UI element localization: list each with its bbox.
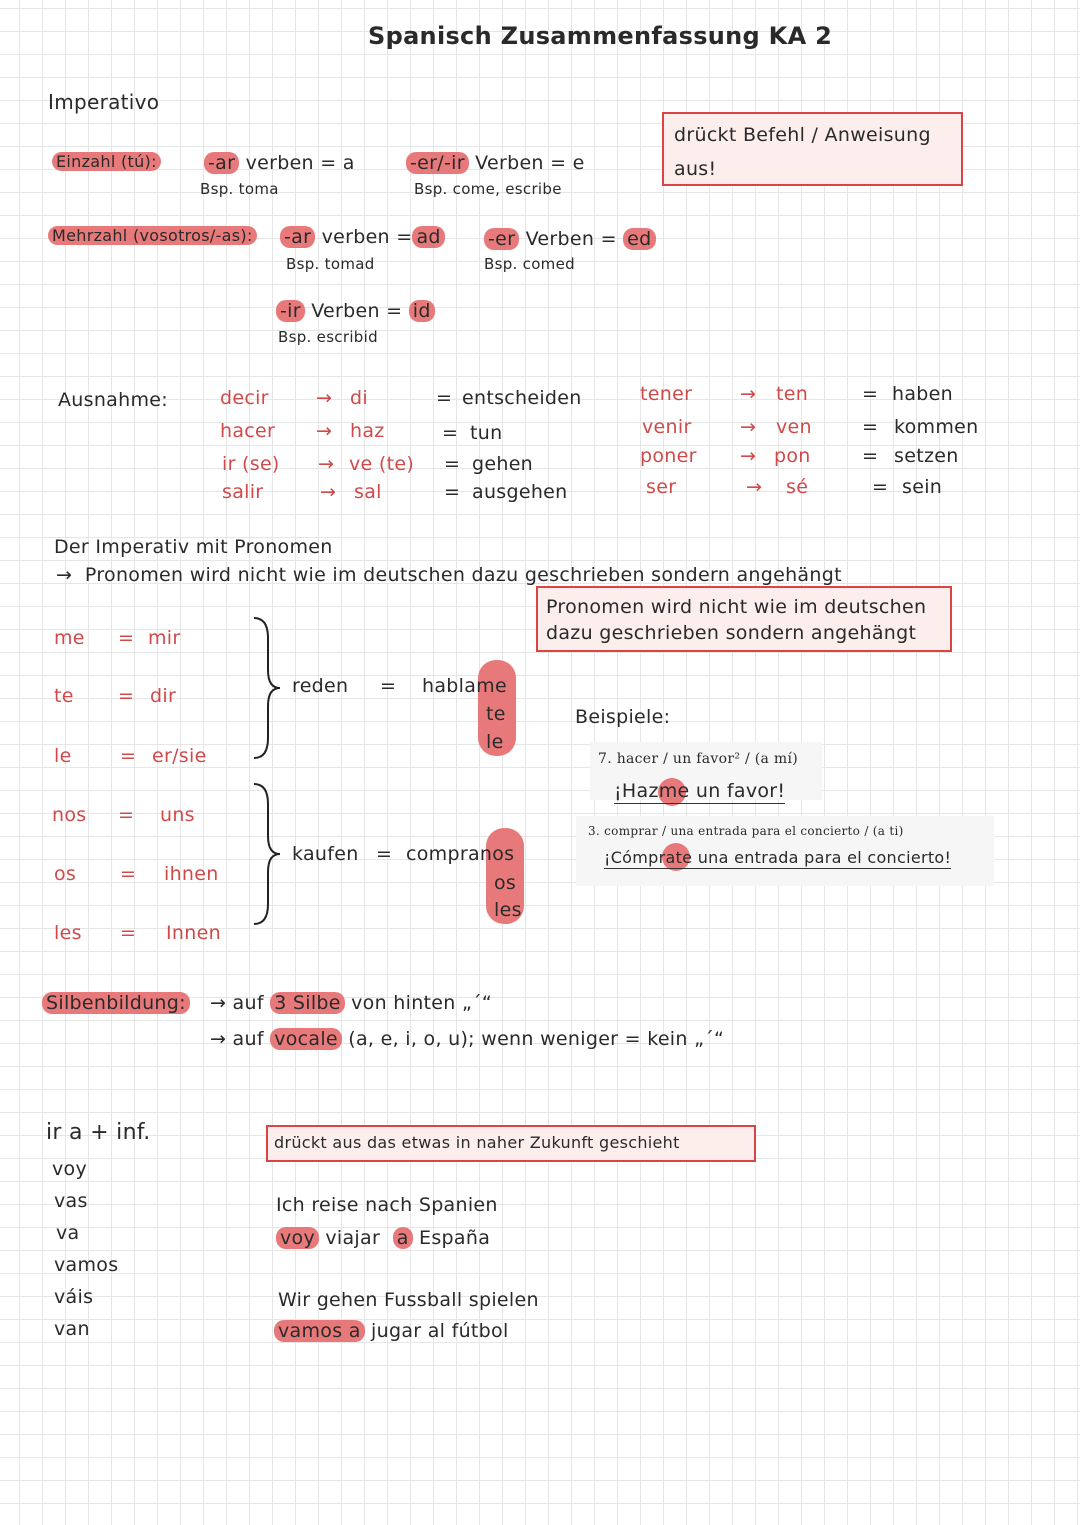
ir-a-ex1-es bbox=[276, 1229, 490, 1248]
ir-a-ex1-hl-voy: voy bbox=[276, 1227, 319, 1249]
ausnahme-right-arrow-0: → bbox=[740, 383, 757, 405]
brace-icon-upper bbox=[248, 614, 288, 764]
ausnahme-left-eq-0: = bbox=[436, 387, 453, 409]
ausnahme-left-imp-0: di bbox=[350, 387, 368, 409]
mehrzahl-ar-text: verben bbox=[321, 226, 390, 248]
compra-form-os: os bbox=[494, 872, 517, 894]
compra-form-les: les bbox=[494, 899, 522, 921]
ausnahme-right-arrow-1: → bbox=[740, 416, 757, 438]
arrow-icon: → bbox=[56, 564, 85, 586]
ir-a-form-0: voy bbox=[52, 1158, 88, 1180]
kaufen-verb: kaufen bbox=[292, 843, 359, 865]
mehrzahl-ir-eq: = bbox=[386, 300, 403, 322]
mehrzahl-er-ending: ed bbox=[623, 228, 655, 250]
ausnahme-right-inf-1: venir bbox=[642, 416, 692, 438]
beispiel-2-answer: ¡Cómprate una entrada para el concierto! bbox=[604, 848, 952, 867]
ausnahme-left-eq-3: = bbox=[444, 481, 461, 503]
brace-icon-lower bbox=[248, 780, 288, 930]
ausnahme-right-de-2: setzen bbox=[894, 445, 959, 467]
ir-a-ex1-de: Ich reise nach Spanien bbox=[276, 1194, 498, 1216]
ausnahme-right-inf-2: poner bbox=[640, 445, 697, 467]
ausnahme-right-eq-2: = bbox=[862, 445, 879, 467]
pronoun-eq-1: = bbox=[118, 685, 135, 707]
pronoun-de-0: mir bbox=[148, 627, 181, 649]
pronomen-arrow-line bbox=[56, 566, 842, 585]
ar-tag: -ar bbox=[204, 152, 239, 174]
ausnahme-left-inf-3: salir bbox=[222, 481, 264, 503]
pronoun-eq-5: = bbox=[120, 922, 137, 944]
mehrzahl-er-tag: -er bbox=[484, 228, 519, 250]
ausnahme-right-arrow-2: → bbox=[740, 445, 757, 467]
silben-line-1-pre: → auf bbox=[210, 992, 264, 1014]
compra-form-nos: nos bbox=[479, 843, 515, 865]
ausnahme-right-imp-1: ven bbox=[776, 416, 812, 438]
erir-eq: = e bbox=[550, 152, 585, 174]
mehrzahl-label-text: Mehrzahl (vosotros/-as): bbox=[48, 226, 257, 245]
ausnahme-right-de-0: haben bbox=[892, 383, 953, 405]
ausnahme-right-de-1: kommen bbox=[894, 416, 979, 438]
reden-eq: = bbox=[380, 675, 397, 697]
habla-form-te: te bbox=[486, 703, 506, 725]
mehrzahl-ar-eq: = bbox=[396, 226, 413, 248]
ausnahme-right-de-3: sein bbox=[902, 476, 943, 498]
pronoun-eq-2: = bbox=[120, 745, 137, 767]
pronoun-eq-4: = bbox=[120, 863, 137, 885]
hablame-stem bbox=[422, 677, 507, 696]
einzahl-ar bbox=[204, 154, 355, 173]
habla-stem: habla bbox=[422, 675, 477, 697]
mehrzahl-label bbox=[48, 228, 257, 244]
ausnahme-left-de-3: ausgehen bbox=[472, 481, 568, 503]
ir-a-ex1-mid: viajar bbox=[325, 1227, 381, 1249]
pronoun-es-2: le bbox=[54, 745, 72, 767]
ausnahme-right-arrow-3: → bbox=[746, 476, 763, 498]
mehrzahl-er-eq: = bbox=[600, 228, 617, 250]
mehrzahl-ir bbox=[276, 302, 435, 321]
pronoun-de-5: Innen bbox=[166, 922, 221, 944]
erir-text: Verben bbox=[475, 152, 544, 174]
mehrzahl-er-text: Verben bbox=[525, 228, 595, 250]
ausnahme-left-imp-2: ve (te) bbox=[349, 453, 415, 475]
ausnahme-left-de-2: gehen bbox=[472, 453, 534, 475]
pronoun-de-4: ihnen bbox=[164, 863, 219, 885]
silben-line-2-hl: vocale bbox=[270, 1028, 342, 1050]
habla-form-me: me bbox=[476, 675, 507, 697]
mehrzahl-ir-text: Verben bbox=[311, 300, 380, 322]
page-title: Spanisch Zusammenfassung KA 2 bbox=[368, 22, 833, 50]
note-line-2: aus! bbox=[674, 158, 717, 180]
pronomen-box-line-2: dazu geschrieben sondern angehängt bbox=[546, 622, 917, 644]
mehrzahl-ir-ending: id bbox=[409, 300, 435, 322]
ir-a-form-3: vamos bbox=[54, 1254, 119, 1276]
mehrzahl-er bbox=[484, 230, 656, 249]
erir-tag: -er/-ir bbox=[406, 152, 469, 174]
einzahl-label bbox=[52, 154, 161, 170]
einzahl-erir bbox=[406, 154, 585, 173]
mehrzahl-ar-tag: -ar bbox=[280, 226, 315, 248]
silben-line-1 bbox=[210, 994, 492, 1013]
pronoun-de-1: dir bbox=[150, 685, 177, 707]
mehrzahl-er-example: Bsp. comed bbox=[484, 255, 575, 273]
ir-a-ex2-es bbox=[274, 1322, 509, 1341]
ausnahme-left-imp-3: sal bbox=[354, 481, 382, 503]
ausnahme-right-imp-2: pon bbox=[774, 445, 811, 467]
beispiele-label: Beispiele: bbox=[575, 706, 671, 728]
ir-a-form-2: va bbox=[56, 1222, 80, 1244]
silbenbildung-label bbox=[42, 994, 190, 1013]
section-heading-imperativo: Imperativo bbox=[48, 90, 160, 114]
pronomen-box-line-1: Pronomen wird nicht wie im deutschen bbox=[546, 596, 927, 618]
habla-form-le: le bbox=[486, 731, 504, 753]
ausnahme-right-inf-0: tener bbox=[640, 383, 693, 405]
silben-line-1-post: von hinten „´“ bbox=[351, 992, 493, 1014]
ausnahme-left-inf-2: ir (se) bbox=[222, 453, 280, 475]
ausnahme-right-imp-3: sé bbox=[786, 476, 809, 498]
compranos-stem bbox=[406, 845, 514, 864]
note-line-1: drückt Befehl / Anweisung bbox=[674, 124, 931, 146]
ir-a-ex2-de: Wir gehen Fussball spielen bbox=[278, 1289, 539, 1311]
pronoun-eq-3: = bbox=[118, 804, 135, 826]
ausnahme-right-inf-3: ser bbox=[646, 476, 677, 498]
silben-line-2-post: (a, e, i, o, u); wenn weniger = kein „´“ bbox=[348, 1028, 725, 1050]
ausnahme-left-arrow-3: → bbox=[320, 481, 337, 503]
mehrzahl-ir-example: Bsp. escribid bbox=[278, 328, 378, 346]
pronomen-heading: Der Imperativ mit Pronomen bbox=[54, 536, 333, 558]
ir-a-note-box bbox=[266, 1125, 756, 1162]
silben-line-2 bbox=[210, 1030, 724, 1049]
ir-a-ex1-hl-a: a bbox=[393, 1227, 413, 1249]
beispiel-1-prompt: 7. hacer / un favor² / (a mí) bbox=[598, 751, 799, 767]
ar-eq: = a bbox=[320, 152, 355, 174]
pronoun-de-3: uns bbox=[160, 804, 195, 826]
ausnahme-left-imp-1: haz bbox=[350, 420, 385, 442]
ir-a-ex2-hl: vamos a bbox=[274, 1320, 365, 1342]
einzahl-label-text: Einzahl (tú): bbox=[52, 152, 161, 171]
compra-stem: compra bbox=[406, 843, 480, 865]
pronomen-note-box bbox=[536, 586, 952, 652]
pronoun-eq-0: = bbox=[118, 627, 135, 649]
ausnahme-left-inf-0: decir bbox=[220, 387, 269, 409]
pronoun-es-0: me bbox=[54, 627, 85, 649]
ir-a-form-1: vas bbox=[54, 1190, 88, 1212]
ausnahme-left-eq-2: = bbox=[444, 453, 461, 475]
silbenbildung-label-text: Silbenbildung: bbox=[42, 992, 190, 1014]
ir-a-heading: ir a + inf. bbox=[46, 1120, 151, 1145]
silben-line-1-hl: 3 Silbe bbox=[270, 992, 345, 1014]
kaufen-eq: = bbox=[376, 843, 393, 865]
mehrzahl-ar bbox=[280, 228, 445, 247]
ausnahme-left-eq-1: = bbox=[442, 422, 459, 444]
ir-a-ex2-post: jugar al fútbol bbox=[371, 1320, 509, 1342]
mehrzahl-ar-example: Bsp. tomad bbox=[286, 255, 375, 273]
pronomen-arrow-text: Pronomen wird nicht wie im deutschen dazu geschrieben sondern angehängt bbox=[84, 564, 842, 586]
ausnahme-left-arrow-2: → bbox=[318, 453, 335, 475]
pronoun-es-1: te bbox=[54, 685, 74, 707]
ausnahme-right-eq-1: = bbox=[862, 416, 879, 438]
beispiel-1-answer: ¡Hazme un favor! bbox=[614, 780, 786, 802]
pronoun-de-2: er/sie bbox=[152, 745, 207, 767]
pronoun-es-4: os bbox=[54, 863, 77, 885]
ir-a-form-4: váis bbox=[54, 1286, 94, 1308]
pronoun-es-5: les bbox=[54, 922, 82, 944]
ausnahme-left-inf-1: hacer bbox=[220, 420, 276, 442]
note-box-befehl bbox=[662, 112, 963, 186]
pronoun-es-3: nos bbox=[52, 804, 87, 826]
einzahl-ar-example: Bsp. toma bbox=[200, 180, 279, 198]
ausnahme-left-de-0: entscheiden bbox=[462, 387, 582, 409]
ausnahme-right-imp-0: ten bbox=[776, 383, 809, 405]
mehrzahl-ir-tag: -ir bbox=[276, 300, 305, 322]
ar-text: verben bbox=[245, 152, 314, 174]
ausnahme-left-arrow-1: → bbox=[316, 420, 333, 442]
ausnahme-label: Ausnahme: bbox=[58, 389, 168, 411]
beispiel-2-prompt: 3. comprar / una entrada para el concierto / (a ti) bbox=[588, 824, 904, 838]
ausnahme-left-arrow-0: → bbox=[316, 387, 333, 409]
ir-a-form-5: van bbox=[54, 1318, 90, 1340]
ausnahme-right-eq-3: = bbox=[872, 476, 889, 498]
ausnahme-right-eq-0: = bbox=[862, 383, 879, 405]
ausnahme-left-de-1: tun bbox=[470, 422, 503, 444]
ir-a-note-text: drückt aus das etwas in naher Zukunft geschieht bbox=[274, 1133, 680, 1152]
silben-line-2-pre: → auf bbox=[210, 1028, 264, 1050]
reden-verb: reden bbox=[292, 675, 349, 697]
ir-a-ex1-post: España bbox=[419, 1227, 491, 1249]
mehrzahl-ar-ending: ad bbox=[412, 226, 444, 248]
einzahl-erir-example: Bsp. come, escribe bbox=[414, 180, 562, 198]
